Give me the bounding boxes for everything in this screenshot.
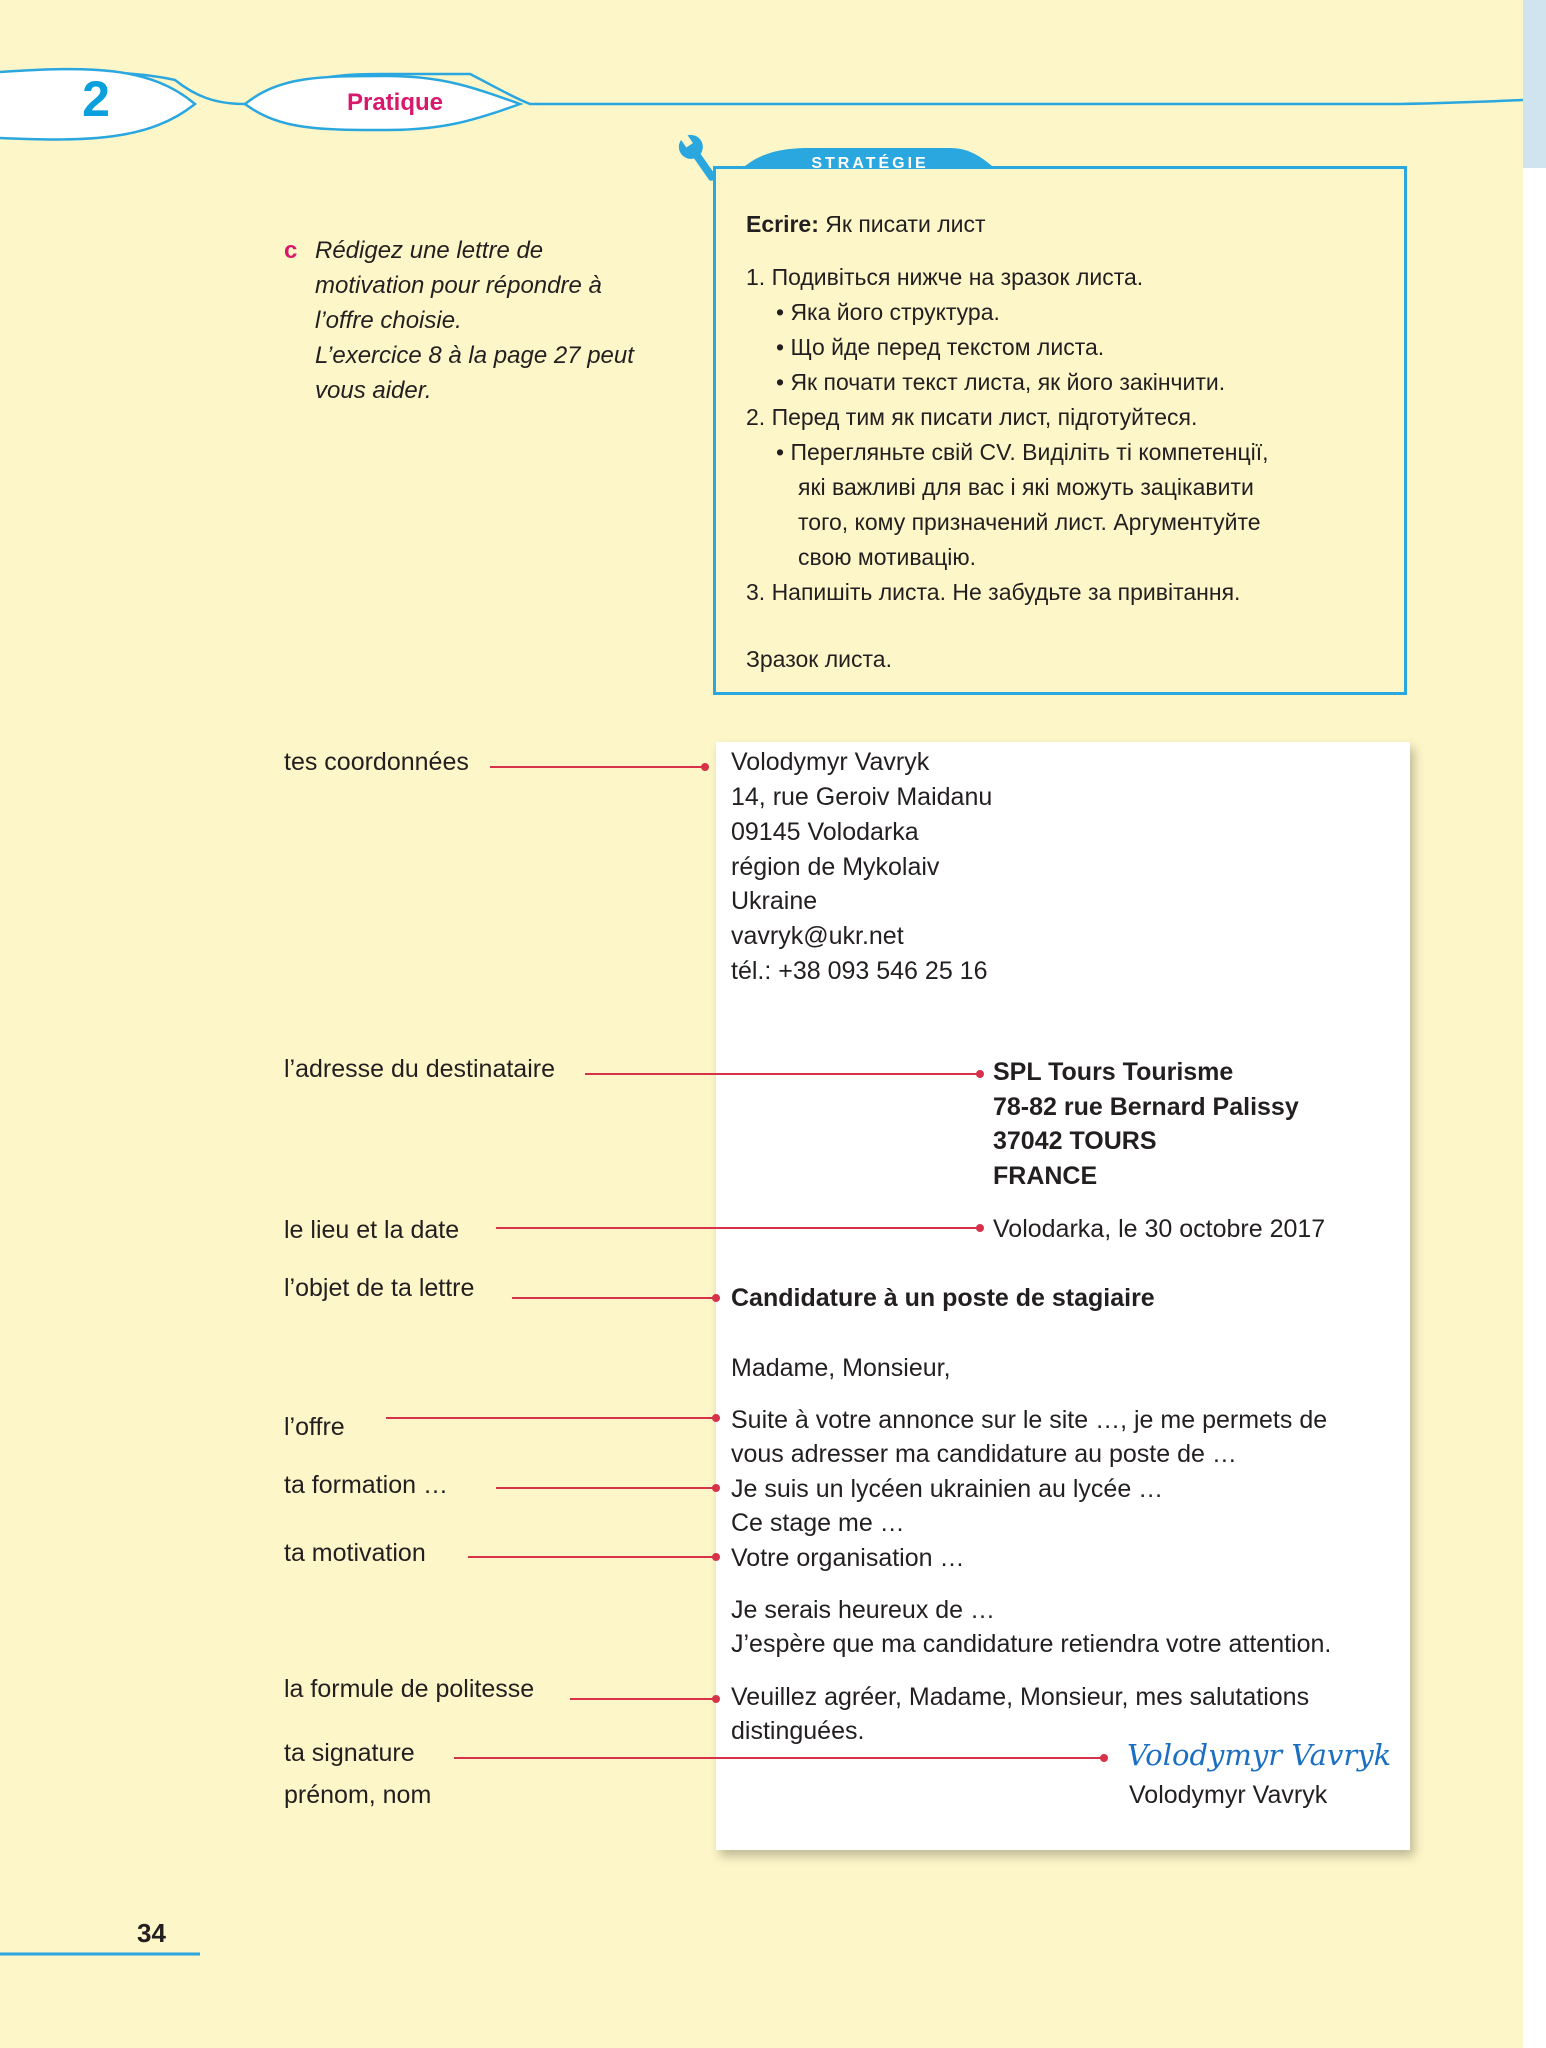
body-offre-line2: vous adresser ma candidature au poste de …: [731, 1440, 1237, 1468]
exercise-letter: c: [284, 237, 298, 264]
sender-name: Volodymyr Vavryk: [731, 748, 930, 776]
body-motivation: Votre organisation …: [731, 1544, 965, 1572]
letter-greeting: Madame, Monsieur,: [731, 1354, 951, 1382]
label-coordonnees: tes coordonnées: [284, 748, 469, 776]
exercise-line: l’offre choisie.: [315, 307, 462, 334]
strategy-title-rest: Як писати лист: [818, 211, 986, 237]
recipient-street: 78-82 rue Bernard Palissy: [993, 1093, 1299, 1121]
strategy-line: 1. Подивіться нижче на зразок листа.: [746, 264, 1144, 290]
label-offre: l’offre: [284, 1413, 345, 1441]
strategy-line: • Що йде перед текстом листа.: [776, 334, 1105, 360]
page-number: 34: [137, 1918, 166, 1948]
sender-phone: tél.: +38 093 546 25 16: [731, 957, 988, 985]
strategy-line: • Перегляньте свій CV. Виділіть ті компетенції,: [776, 439, 1269, 465]
sender-street: 14, rue Geroiv Maidanu: [731, 783, 993, 811]
strategie-label: STRATÉGIE: [811, 155, 929, 172]
strategy-line: які важливі для вас і які можуть зацікавити: [798, 474, 1254, 500]
exercise-line: vous aider.: [315, 377, 432, 404]
label-destinataire: l’adresse du destinataire: [284, 1055, 555, 1083]
closing-line1: Je serais heureux de …: [731, 1596, 996, 1624]
place-date: Volodarka, le 30 octobre 2017: [993, 1215, 1326, 1243]
label-politesse: la formule de politesse: [284, 1675, 535, 1703]
strategy-footer: Зразок листа.: [746, 646, 892, 672]
sender-country: Ukraine: [731, 887, 818, 915]
body-stage: Ce stage me …: [731, 1509, 905, 1537]
strategy-line: свою мотивацію.: [798, 544, 977, 570]
sender-city: 09145 Volodarka: [731, 818, 919, 846]
letter-subject: Candidature à un poste de stagiaire: [731, 1284, 1155, 1312]
closing-line2: J’espère que ma candidature retiendra votre attention.: [731, 1630, 1332, 1658]
strategy-line: • Яка його структура.: [776, 299, 1000, 325]
strategy-title-bold: Ecrire:: [746, 211, 819, 237]
exercise-line: L’exercice 8 à la page 27 peut: [315, 342, 634, 369]
label-lieu-date: le lieu et la date: [284, 1216, 460, 1244]
unit-number: 2: [82, 71, 110, 127]
recipient-country: FRANCE: [993, 1162, 1098, 1190]
label-motivation: ta motivation: [284, 1539, 426, 1567]
label-prenom-nom: prénom, nom: [284, 1781, 432, 1809]
handwritten-signature: Volodymyr Vavryk: [1127, 1738, 1392, 1772]
body-offre-line1: Suite à votre annonce sur le site …, je me permets de: [731, 1406, 1328, 1434]
exercise-line: Rédigez une lettre de: [315, 237, 544, 264]
label-formation: ta formation …: [284, 1471, 448, 1499]
label-objet: l’objet de ta lettre: [284, 1274, 475, 1302]
strategy-line: • Як почати текст листа, як його закінчити.: [776, 369, 1226, 395]
strategy-line: того, кому призначений лист. Аргументуйте: [798, 509, 1261, 535]
label-signature: ta signature: [284, 1739, 415, 1767]
section-title: Pratique: [346, 89, 444, 116]
politesse-line2: distinguées.: [731, 1717, 865, 1745]
exercise-line: motivation pour répondre à: [315, 272, 602, 299]
sender-region: région de Mykolaiv: [731, 853, 940, 881]
signer-name: Volodymyr Vavryk: [1129, 1781, 1328, 1809]
politesse-line1: Veuillez agréer, Madame, Monsieur, mes salutations: [731, 1683, 1310, 1711]
recipient-company: SPL Tours Tourisme: [993, 1058, 1234, 1086]
body-formation: Je suis un lycéen ukrainien au lycée …: [731, 1475, 1164, 1503]
sender-email: vavryk@ukr.net: [731, 922, 904, 950]
recipient-city: 37042 TOURS: [993, 1127, 1157, 1155]
strategy-line: 3. Напишіть листа. Не забудьте за привітання.: [746, 579, 1241, 605]
strategy-line: 2. Перед тим як писати лист, підготуйтеся.: [746, 404, 1198, 430]
